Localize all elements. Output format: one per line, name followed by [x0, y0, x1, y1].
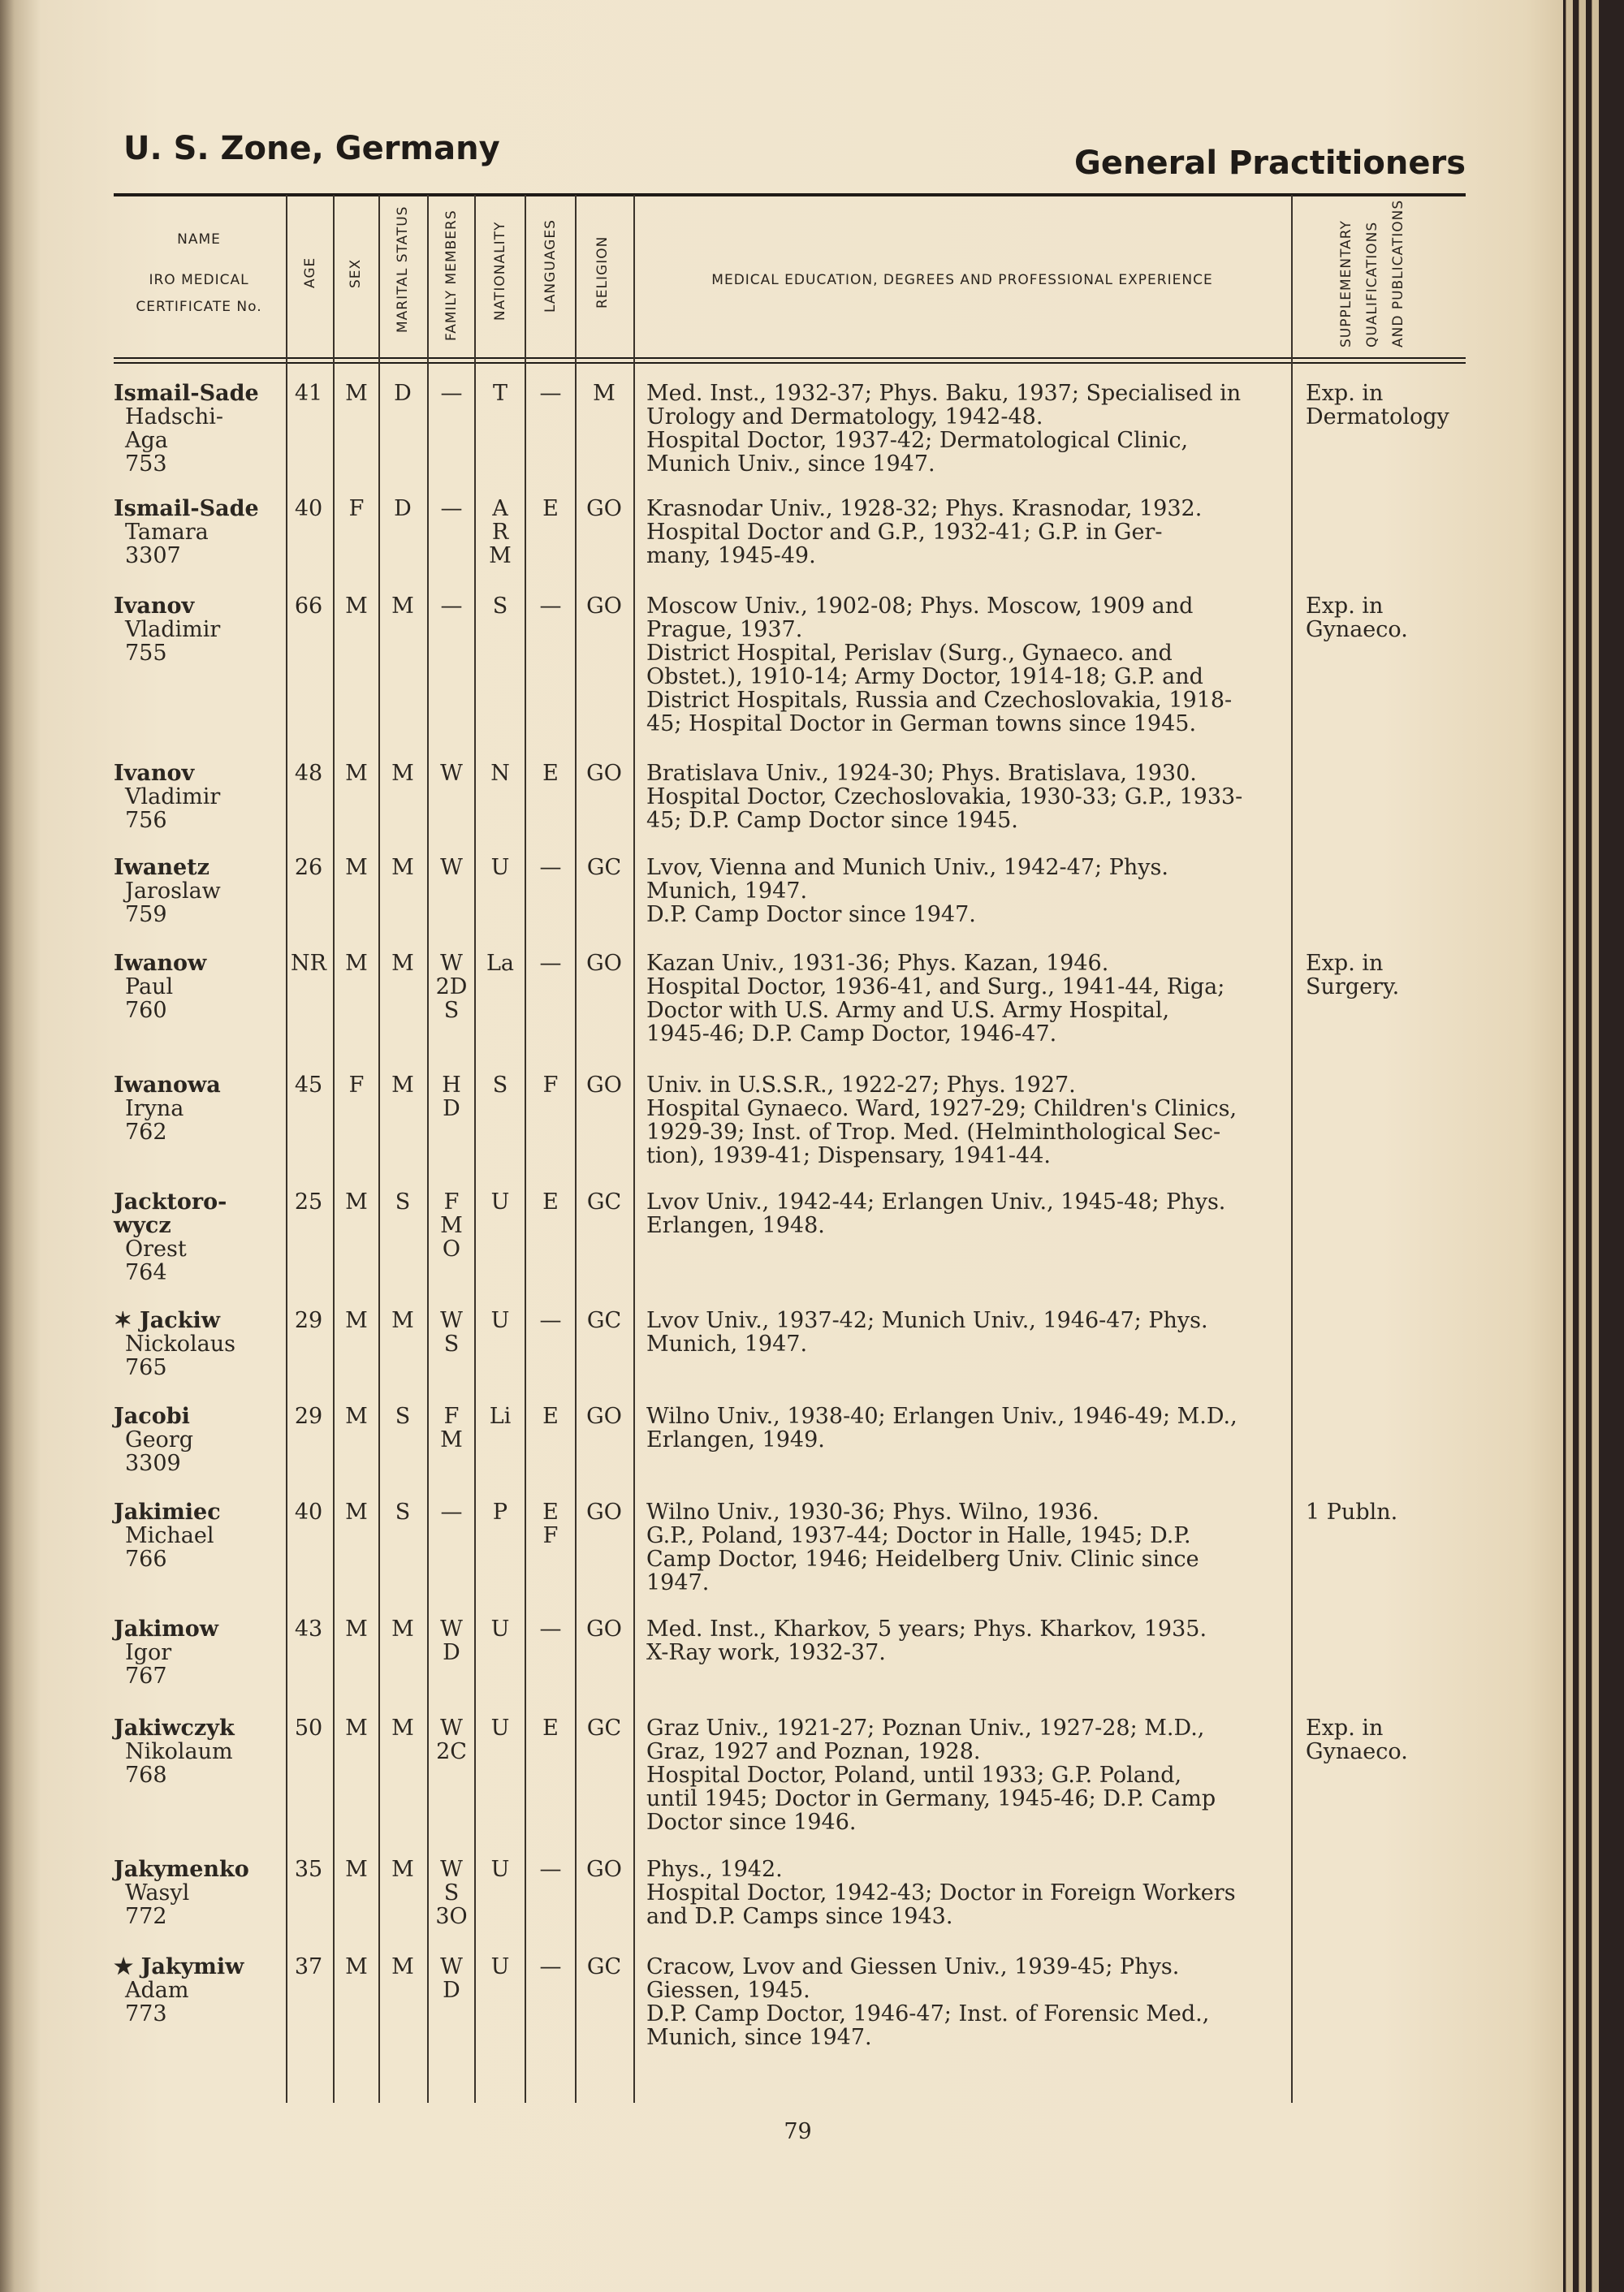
col-supp-header-2: QUALIFICATIONS [1364, 221, 1380, 347]
column-divider [525, 195, 526, 2103]
cell-given-name-cert: Vladimir 755 [125, 617, 221, 666]
cell-languages: — [539, 951, 562, 976]
cell-education: Krasnodar Univ., 1928-32; Phys. Krasnodar, 1932. Hospital Doctor and G.P., 1932-41; G.P. in Ger- many, 1945-49. [646, 496, 1203, 568]
cell-given-name-cert: Hadschi- Aga 753 [125, 404, 224, 477]
cell-languages: E [542, 1189, 559, 1215]
cell-education: Wilno Univ., 1938-40; Erlangen Univ., 1946-49; M.D., Erlangen, 1949. [646, 1404, 1237, 1452]
cell-marital: S [395, 1189, 411, 1215]
cell-nationality: U [490, 1189, 510, 1215]
col-religion-header: RELIGION [594, 235, 611, 309]
cell-marital: S [395, 1404, 411, 1429]
cell-nationality: U [490, 1857, 510, 1882]
cell-surname: ✶ Jackiw Nickolaus 765 [114, 1309, 284, 1379]
cell-education: Wilno Univ., 1930-36; Phys. Wilno, 1936. G.P., Poland, 1937-44; Doctor in Halle, 1945; D.P. Camp Doctor, 1946; Heidelberg Univ. Clinic since 1947. [646, 1500, 1199, 1595]
col-sex-header: SEX [348, 258, 364, 288]
cell-religion: GO [586, 594, 622, 619]
cell-nationality: U [490, 1954, 510, 1979]
cell-surname: Iwanetz Jaroslaw 759 [114, 856, 284, 926]
cell-education: Univ. in U.S.S.R., 1922-27; Phys. 1927. Hospital Gynaeco. Ward, 1927-29; Children's Clinics, 1929-39; Inst. of Trop. Med. (Helminthological Sec- tion), 1939-41; Dispensary, 1941-44. [646, 1073, 1237, 1168]
cell-languages: F [542, 1073, 559, 1098]
cell-supp: Exp. in Surgery. [1306, 951, 1400, 999]
cell-family: — [440, 496, 463, 521]
cell-marital: M [391, 951, 414, 976]
cell-marital: M [391, 1716, 414, 1741]
cell-family: W 2C [436, 1716, 467, 1764]
cell-nationality: A R M [489, 496, 512, 568]
cell-religion: M [593, 381, 615, 406]
column-divider [474, 195, 476, 2103]
cell-marital: M [391, 1954, 414, 1979]
cell-family: W [440, 761, 463, 786]
col-languages-header: LANGUAGES [542, 219, 559, 313]
cell-surname: Jakimow Igor 767 [114, 1617, 284, 1688]
cell-languages: E [542, 1404, 559, 1429]
cell-age: 29 [294, 1308, 323, 1333]
page-number: 79 [784, 2119, 812, 2144]
cell-sex: M [345, 1716, 368, 1741]
cell-family: H D [442, 1073, 461, 1121]
cell-marital: M [391, 1857, 414, 1882]
cell-age: NR [291, 951, 326, 976]
cell-given-name-cert: Igor 767 [125, 1640, 172, 1689]
cell-education: Moscow Univ., 1902-08; Phys. Moscow, 1909 and Prague, 1937. District Hospital, Perislav (Surg., Gynaeco. and Obstet.), 1910-14; Army Doctor, 1914-18; G.P. and District Hospitals, Russia and Czechoslovakia, 1918- 45; Hospital Doctor in German towns since 1945. [646, 594, 1233, 736]
cell-age: 40 [294, 1500, 323, 1525]
cell-religion: GC [586, 1716, 622, 1741]
cell-education: Graz Univ., 1921-27; Poznan Univ., 1927-28; M.D., Graz, 1927 and Poznan, 1928. Hospital Doctor, Poland, until 1933; G.P. Poland, until 1945; Doctor in Germany, 1945-46; D.P. Camp Doctor since 1946. [646, 1716, 1216, 1835]
cell-family: W S [440, 1308, 463, 1357]
header-rule [114, 193, 1466, 196]
cell-religion: GO [586, 1616, 622, 1642]
cell-given-name-cert: Iryna 762 [125, 1096, 184, 1145]
cell-given-name-cert: Michael 766 [125, 1523, 214, 1572]
cell-nationality: S [492, 1073, 508, 1098]
col-education-header: MEDICAL EDUCATION, DEGREES AND PROFESSIONAL EXPERIENCE [711, 272, 1213, 288]
cell-sex: M [345, 761, 368, 786]
cell-education: Bratislava Univ., 1924-30; Phys. Bratislava, 1930. Hospital Doctor, Czechoslovakia, 1930-33; G.P., 1933- 45; D.P. Camp Doctor since 1945. [646, 761, 1243, 833]
cell-given-name-cert: Jaroslaw 759 [125, 878, 221, 927]
cell-religion: GC [586, 1954, 622, 1979]
cell-supp: Exp. in Gynaeco. [1306, 1716, 1408, 1764]
cell-nationality: S [492, 594, 508, 619]
cell-supp: Exp. in Dermatology [1306, 381, 1449, 429]
cell-religion: GC [586, 1189, 622, 1215]
cell-given-name-cert: Nickolaus 765 [125, 1332, 235, 1380]
cell-age: 40 [294, 496, 323, 521]
cell-marital: M [391, 855, 414, 880]
page-edge [1592, 0, 1599, 2292]
cell-marital: S [395, 1500, 411, 1525]
cell-nationality: N [490, 761, 510, 786]
cell-age: 37 [294, 1954, 323, 1979]
cell-religion: GO [586, 761, 622, 786]
cell-given-name-cert: Tamara 3307 [125, 520, 209, 568]
cell-age: 41 [294, 381, 323, 406]
cell-marital: D [394, 381, 412, 406]
cell-nationality: Li [489, 1404, 512, 1429]
col-name-header: NAME [177, 231, 221, 248]
cell-marital: M [391, 1616, 414, 1642]
page-header-right: General Practitioners [1074, 145, 1466, 182]
column-divider [378, 195, 380, 2103]
cell-family: W D [440, 1616, 463, 1665]
cell-sex: F [348, 496, 365, 521]
cell-sex: M [345, 1308, 368, 1333]
cell-marital: M [391, 1308, 414, 1333]
column-divider [1291, 195, 1293, 2103]
cell-supp: Exp. in Gynaeco. [1306, 594, 1408, 642]
cell-age: 66 [294, 594, 323, 619]
cell-age: 35 [294, 1857, 323, 1882]
column-divider [286, 195, 287, 2103]
cell-religion: GC [586, 855, 622, 880]
cell-sex: M [345, 1616, 368, 1642]
cell-marital: M [391, 761, 414, 786]
cell-supp: 1 Publn. [1306, 1500, 1398, 1525]
cell-sex: M [345, 1404, 368, 1429]
col-age-header: AGE [302, 257, 318, 288]
cell-given-name-cert: Nikolaum 768 [125, 1739, 233, 1788]
cell-languages: — [539, 594, 562, 619]
cell-sex: M [345, 1189, 368, 1215]
page-edge [1566, 0, 1573, 2292]
cell-sex: M [345, 1500, 368, 1525]
cell-age: 26 [294, 855, 323, 880]
cell-languages: — [539, 1954, 562, 1979]
cell-family: W S 3O [435, 1857, 468, 1929]
cell-religion: GO [586, 1404, 622, 1429]
column-divider [575, 195, 577, 2103]
cell-sex: M [345, 855, 368, 880]
column-header-rule [114, 357, 1466, 359]
cell-education: Med. Inst., Kharkov, 5 years; Phys. Kharkov, 1935. X-Ray work, 1932-37. [646, 1616, 1207, 1665]
cell-education: Kazan Univ., 1931-36; Phys. Kazan, 1946. Hospital Doctor, 1936-41, and Surg., 1941-44, Riga; Doctor with U.S. Army and U.S. Army Hospital, 1945-46; D.P. Camp Doctor, 1946-47. [646, 951, 1225, 1047]
cell-education: Phys., 1942. Hospital Doctor, 1942-43; Doctor in Foreign Workers and D.P. Camps since 1943. [646, 1857, 1236, 1929]
cell-education: Cracow, Lvov and Giessen Univ., 1939-45; Phys. Giessen, 1945. D.P. Camp Doctor, 1946-47; Inst. of Forensic Med., Munich, since 1947. [646, 1954, 1210, 2050]
cell-nationality: P [492, 1500, 508, 1525]
cell-religion: GO [586, 1857, 622, 1882]
cell-surname: Ismail-Sade Tamara 3307 [114, 497, 284, 568]
cell-education: Lvov, Vienna and Munich Univ., 1942-47; Phys. Munich, 1947. D.P. Camp Doctor since 1947. [646, 855, 1168, 927]
cell-given-name-cert: Wasyl 772 [125, 1880, 190, 1929]
cell-age: 43 [294, 1616, 323, 1642]
cell-surname: Jakimiec Michael 766 [114, 1500, 284, 1571]
cell-languages: — [539, 1857, 562, 1882]
page-header-left: U. S. Zone, Germany [123, 130, 500, 167]
page-edge [1579, 0, 1586, 2292]
cell-religion: GO [586, 1500, 622, 1525]
cell-education: Med. Inst., 1932-37; Phys. Baku, 1937; Specialised in Urology and Dermatology, 1942-48. Hospital Doctor, 1937-42; Dermatological Clinic, Munich Univ., since 1947. [646, 381, 1242, 477]
cell-marital: D [394, 496, 412, 521]
cell-age: 45 [294, 1073, 323, 1098]
cell-sex: M [345, 1954, 368, 1979]
cell-surname: Ismail-Sade Hadschi- Aga 753 [114, 382, 284, 476]
cell-nationality: U [490, 855, 510, 880]
cell-nationality: La [486, 951, 515, 976]
col-supp-header-3: AND PUBLICATIONS [1390, 199, 1406, 347]
cell-given-name-cert: Georg 3309 [125, 1427, 193, 1476]
col-marital-header: MARITAL STATUS [395, 205, 411, 333]
cell-family: — [440, 381, 463, 406]
column-divider [633, 195, 635, 2103]
cell-family: — [440, 1500, 463, 1525]
cell-surname: ★ Jakymiw Adam 773 [114, 1955, 284, 2026]
cell-surname: Iwanowa Iryna 762 [114, 1073, 284, 1144]
cell-languages: — [539, 381, 562, 406]
cell-age: 29 [294, 1404, 323, 1429]
col-family-header: FAMILY MEMBERS [443, 209, 460, 341]
cell-surname: Jacobi Georg 3309 [114, 1405, 284, 1475]
cell-family: W [440, 855, 463, 880]
col-iro-header: IRO MEDICAL [149, 272, 249, 288]
cell-marital: M [391, 594, 414, 619]
cell-languages: E F [542, 1500, 559, 1548]
cell-family: W 2D S [435, 951, 468, 1023]
cell-education: Lvov Univ., 1942-44; Erlangen Univ., 1945-48; Phys. Erlangen, 1948. [646, 1189, 1226, 1238]
cell-age: 48 [294, 761, 323, 786]
col-nationality-header: NATIONALITY [492, 221, 508, 321]
cell-nationality: U [490, 1716, 510, 1741]
cell-languages: — [539, 1616, 562, 1642]
cell-languages: E [542, 761, 559, 786]
cell-sex: M [345, 381, 368, 406]
cell-languages: — [539, 1308, 562, 1333]
cell-nationality: U [490, 1616, 510, 1642]
cell-surname: Ivanov Vladimir 755 [114, 594, 284, 665]
cell-given-name-cert: Vladimir 756 [125, 784, 221, 833]
cell-given-name-cert: Paul 760 [125, 974, 174, 1023]
cell-age: 50 [294, 1716, 323, 1741]
cell-religion: GO [586, 496, 622, 521]
cell-family: — [440, 594, 463, 619]
cell-family: F M [440, 1404, 463, 1452]
cell-surname: Jakiwczyk Nikolaum 768 [114, 1716, 284, 1787]
cell-age: 25 [294, 1189, 323, 1215]
cell-surname: Iwanow Paul 760 [114, 952, 284, 1022]
cell-surname: Ivanov Vladimir 756 [114, 762, 284, 832]
column-header-rule-2 [114, 362, 1466, 364]
cell-family: F M O [440, 1189, 463, 1262]
cell-education: Lvov Univ., 1937-42; Munich Univ., 1946-47; Phys. Munich, 1947. [646, 1308, 1208, 1357]
cell-religion: GO [586, 1073, 622, 1098]
cell-languages: E [542, 1716, 559, 1741]
col-cert-header: CERTIFICATE No. [136, 299, 262, 315]
cell-sex: M [345, 594, 368, 619]
cell-given-name-cert: Orest 764 [125, 1237, 187, 1285]
cell-family: W D [440, 1954, 463, 2003]
column-divider [333, 195, 335, 2103]
cell-sex: M [345, 1857, 368, 1882]
cell-languages: — [539, 855, 562, 880]
cell-surname: Jacktoro- wycz Orest 764 [114, 1190, 284, 1284]
cell-languages: E [542, 496, 559, 521]
cell-religion: GC [586, 1308, 622, 1333]
col-supp-header-1: SUPPLEMENTARY [1338, 220, 1354, 347]
cell-nationality: T [492, 381, 508, 406]
column-divider [427, 195, 429, 2103]
cell-sex: F [348, 1073, 365, 1098]
cell-given-name-cert: Adam 773 [125, 1978, 189, 2027]
cell-religion: GO [586, 951, 622, 976]
cell-surname: Jakymenko Wasyl 772 [114, 1858, 284, 1928]
cell-nationality: U [490, 1308, 510, 1333]
cell-sex: M [345, 951, 368, 976]
cell-marital: M [391, 1073, 414, 1098]
